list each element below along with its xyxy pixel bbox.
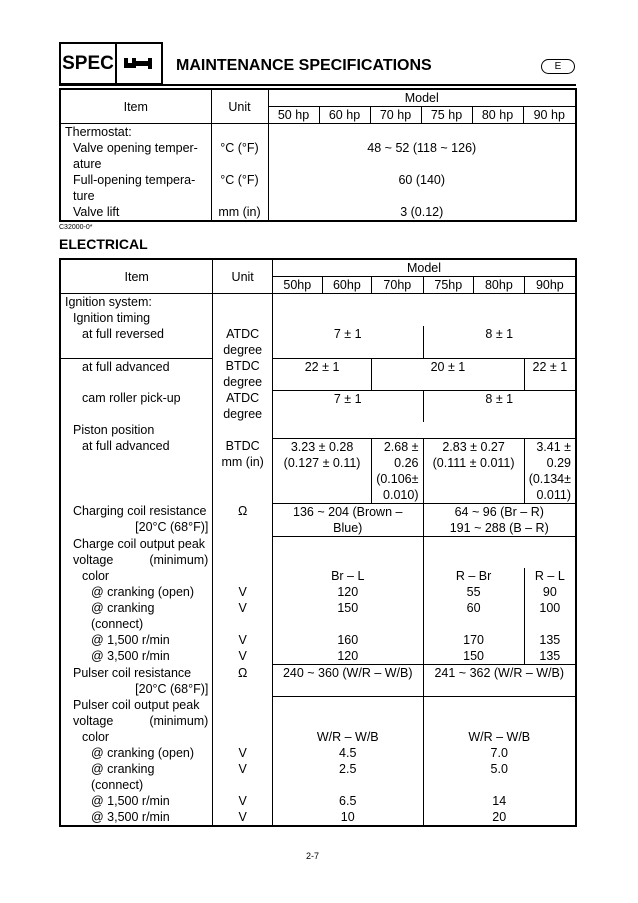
- ignition-timing-label: Ignition timing: [73, 311, 151, 325]
- valve-opening-label: Valve opening temper- ature: [73, 141, 198, 171]
- thermostat-table: [59, 88, 577, 222]
- value-cell: W/R – W/B: [423, 729, 576, 745]
- model-col: 60 hp: [319, 107, 370, 124]
- electrical-table: [59, 258, 577, 827]
- value-cell: 20 ± 1: [372, 358, 525, 390]
- table-row: @ cranking (connect) V 150 60 100: [60, 600, 576, 632]
- value-cell: 240 ~ 360 (W/R – W/B): [272, 665, 423, 697]
- unit-cell: ATDC degree: [213, 326, 273, 358]
- table-row: @ 1,500 r/min V 6.5 14: [60, 793, 576, 809]
- full-reversed-label: at full reversed: [82, 327, 164, 341]
- color-label: color: [82, 729, 110, 744]
- pulser-coil-label: Pulser coil resistance [20°C (68°F)]: [73, 665, 209, 696]
- language-badge: E: [541, 59, 575, 74]
- table-row: @ cranking (open) V 120 55 90: [60, 584, 576, 600]
- page-number: 2-7: [306, 851, 320, 861]
- model-col: 60hp: [322, 277, 372, 294]
- value-cell: 3 (0.12): [268, 204, 576, 221]
- unit-cell: BTDC degree: [213, 358, 273, 390]
- table-row: @ cranking (open) V 4.5 7.0: [60, 745, 576, 761]
- model-col: 90 hp: [523, 107, 576, 124]
- value-cell: 22 ± 1: [272, 358, 371, 390]
- valve-lift-label: Valve lift: [73, 205, 120, 219]
- value-cell: 3.41 ± 0.29 (0.134± 0.011): [524, 438, 576, 503]
- value-cell: 2.83 ± 0.27 (0.111 ± 0.011): [423, 438, 524, 503]
- charging-coil-label: Charging coil resistance [20°C (68°F)]: [73, 504, 209, 534]
- model-col: 90hp: [524, 277, 576, 294]
- page-title: MAINTENANCE SPECIFICATIONS: [176, 57, 432, 74]
- piston-advanced-label: at full advanced: [82, 439, 170, 453]
- model-col: 75 hp: [421, 107, 472, 124]
- model-header: Model: [272, 259, 576, 277]
- model-col: 50hp: [272, 277, 322, 294]
- model-col: 70 hp: [370, 107, 421, 124]
- spec-badge: [59, 42, 163, 85]
- ignition-system-label: Ignition system:: [65, 295, 152, 309]
- model-col: 75hp: [423, 277, 474, 294]
- unit-cell: Ω: [213, 503, 273, 536]
- model-header: Model: [268, 89, 576, 107]
- item-header: Item: [60, 259, 213, 294]
- value-cell: 241 ~ 362 (W/R – W/B): [423, 665, 576, 697]
- value-cell: 60 (140): [268, 172, 576, 204]
- value-cell: 136 ~ 204 (Brown – Blue): [272, 503, 423, 536]
- section-code: C32000-0*: [59, 224, 93, 231]
- wrench-hand-icon: [117, 44, 161, 83]
- table-row: @ cranking (connect) V 2.5 5.0: [60, 761, 576, 793]
- value-cell: 48 ~ 52 (118 ~ 126): [268, 140, 576, 172]
- unit-cell: mm (in): [211, 204, 268, 221]
- unit-cell: BTDC mm (in): [213, 438, 273, 503]
- item-header: Item: [60, 89, 211, 124]
- value-cell: 2.68 ± 0.26 (0.106± 0.010): [372, 438, 423, 503]
- full-opening-label: Full-opening tempera- ture: [73, 173, 196, 203]
- value-cell: 3.23 ± 0.28 (0.127 ± 0.11): [272, 438, 371, 503]
- unit-cell: °C (°F): [211, 172, 268, 204]
- table-row: @ 3,500 r/min V 10 20: [60, 809, 576, 826]
- unit-cell: Ω: [213, 665, 273, 697]
- cam-roller-label: cam roller pick-up: [82, 391, 181, 405]
- table-row: @ 1,500 r/min V 160 170 135: [60, 632, 576, 648]
- unit-header: Unit: [211, 89, 268, 124]
- value-cell: R – L: [524, 568, 576, 584]
- value-cell: 64 ~ 96 (Br – R) 191 ~ 288 (B – R): [423, 503, 576, 536]
- charge-peak-label: Charge coil output peak voltage (minimum): [73, 537, 209, 567]
- value-cell: 8 ± 1: [423, 326, 576, 358]
- table-row: @ 3,500 r/min V 120 150 135: [60, 648, 576, 665]
- value-cell: Br – L: [272, 568, 423, 584]
- thermostat-label: Thermostat:: [65, 125, 132, 139]
- model-col: 80 hp: [472, 107, 523, 124]
- model-col: 70hp: [372, 277, 423, 294]
- piston-position-label: Piston position: [73, 423, 155, 437]
- unit-cell: °C (°F): [211, 140, 268, 172]
- unit-cell: ATDC degree: [213, 390, 273, 422]
- unit-header: Unit: [213, 259, 273, 294]
- value-cell: 7 ± 1: [272, 326, 423, 358]
- value-cell: 8 ± 1: [423, 390, 576, 422]
- pulser-peak-label: Pulser coil output peak voltage (minimum): [73, 697, 209, 728]
- value-cell: 7 ± 1: [272, 390, 423, 422]
- color-label: color: [82, 569, 110, 583]
- value-cell: W/R – W/B: [272, 729, 423, 745]
- model-col: 50 hp: [268, 107, 319, 124]
- model-col: 80hp: [474, 277, 525, 294]
- full-advanced-label: at full advanced: [60, 358, 213, 390]
- value-cell: R – Br: [423, 568, 524, 584]
- section-title: ELECTRICAL: [59, 236, 148, 252]
- value-cell: 22 ± 1: [524, 358, 576, 390]
- header-rule: [59, 84, 576, 86]
- spec-label: SPEC: [61, 44, 117, 83]
